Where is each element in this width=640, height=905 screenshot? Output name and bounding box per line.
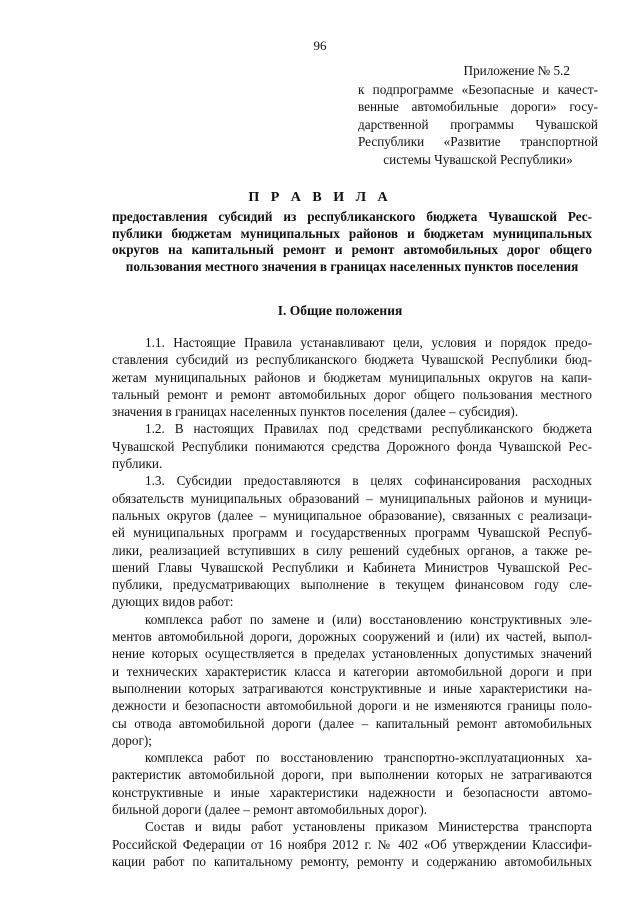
subtitle-line: публики бюджетам муниципальных районов и бюджетам муниципальных (112, 225, 592, 241)
body-line: значения в границах населенных пунктов поселения (далее – субсидия). (112, 404, 519, 420)
body-line: комплекса работ по восстановлению транспортно-эксплуатационных ха- (145, 750, 592, 766)
body-line: конструктивные и иные характеристики надежности и безопасности автомо- (112, 784, 592, 800)
body-line: обязательств муниципальных образований – муниципальных районов и муници- (112, 490, 592, 506)
body-line: нение которых осуществляется в пределах установленных допустимых значений (112, 646, 592, 662)
subtitle-line: пользования местного значения в границах населенных пунктов поселения (125, 258, 579, 274)
body-text (112, 334, 592, 870)
body-line: ставления субсидий из республиканского бюджета Чувашской Республики бюд- (112, 352, 592, 368)
body-line: бильной дороги (далее – ремонт автомобильных дорог). (112, 802, 428, 818)
appendix-line: Республики «Развитие транспортной (358, 134, 598, 149)
body-line: Состав и виды работ установлены приказом Министерства транспорта (145, 819, 592, 835)
body-line: и технических характеристик класса и категории автомобильной дороги и при (112, 663, 592, 679)
body-line: рактеристик автомобильной дороги, при выполнении которых не затрагиваются (112, 767, 592, 783)
body-line: публики, предусматривающих выполнение в текущем финансовом году сле- (112, 577, 592, 593)
subtitle-line: предоставления субсидий из республиканского бюджета Чувашской Рес- (112, 209, 592, 224)
body-line: пальных округов (далее – муниципальное образование), связанных с реализаци- (112, 507, 592, 523)
body-line: 1.3. Субсидии предоставляются в целях софинансирования расходных (145, 473, 592, 489)
body-line: 1.2. В настоящих Правилах под средствами республиканского бюджета (145, 421, 592, 437)
body-line: сы отвода автомобильной дороги (далее – капитальный ремонт автомобильных (112, 715, 592, 731)
body-line: Чувашской Республики понимаются средства Дорожного фонда Чувашской Рес- (112, 438, 592, 454)
page-number: 96 (313, 38, 327, 53)
body-line: комплекса работ по замене и (или) восстановлению конструктивных эле- (145, 611, 592, 627)
body-line: шений Главы Чувашской Республики и Кабинета Министров Чувашской Рес- (112, 559, 592, 575)
body-line: ей муниципальных программ и государственных программ Чувашской Респуб- (112, 525, 592, 541)
appendix-title: Приложение № 5.2 (463, 63, 570, 78)
body-line: лики, реализацией вступивших в силу решений судебных органов, а также ре- (112, 542, 592, 558)
document-title: П Р А В И Л А (248, 190, 392, 205)
document-subtitle (112, 209, 592, 275)
appendix-block (358, 62, 598, 168)
body-line: Российской Федерации от 16 ноября 2012 г. № 402 «Об утверждении Классифи- (112, 836, 592, 852)
appendix-line: венные автомобильные дороги» госу- (358, 99, 598, 114)
body-line: тальный ремонт и ремонт автомобильных дорог общего пользования местного (112, 386, 592, 402)
body-line: жетам муниципальных районов и бюджетам муниципальных округов на капи- (112, 369, 592, 385)
body-line: ментов автомобильной дороги, дорожных сооружений и (или) их частей, выпол- (112, 629, 592, 645)
section-heading: I. Общие положения (277, 303, 403, 318)
appendix-line: системы Чувашской Республики» (383, 151, 573, 167)
body-line: выполнении которых затрагиваются конструктивные и иные характеристики на- (112, 680, 592, 696)
body-line: дорог); (112, 732, 152, 748)
body-line: 1.1. Настоящие Правила устанавливают цели, условия и порядок предо- (145, 335, 592, 350)
body-line: дежности и безопасности автомобильной дороги и не изменяются границы поло- (112, 698, 592, 714)
appendix-line: дарственной программы Чувашской (358, 116, 598, 132)
body-line: дующих видов работ: (112, 594, 234, 610)
subtitle-line: округов на капитальный ремонт и ремонт автомобильных дорог общего (112, 242, 592, 257)
body-line: публики. (112, 456, 163, 472)
appendix-line: к подпрограмме «Безопасные и качест- (358, 81, 598, 97)
body-line: кации работ по капитальному ремонту, ремонту и содержанию автомобильных (112, 853, 592, 869)
